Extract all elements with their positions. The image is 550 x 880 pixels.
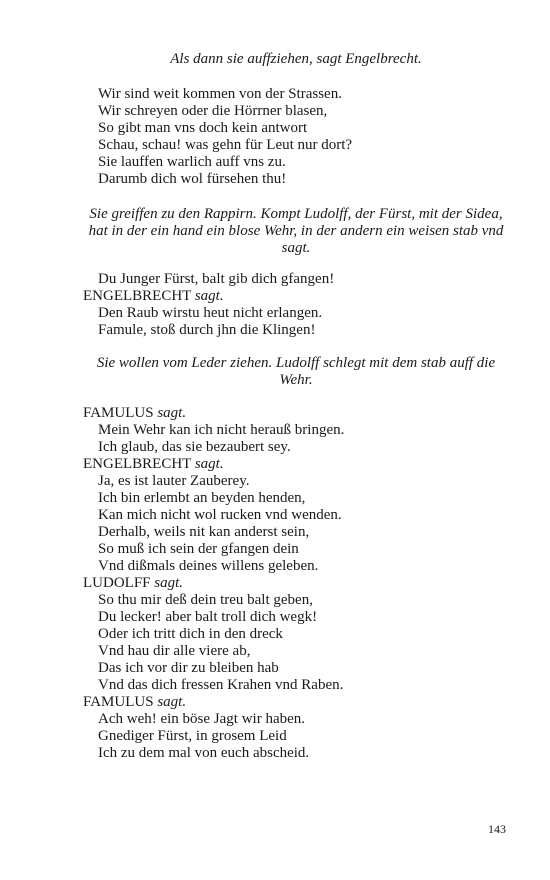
verse-line: Vnd dißmals deines willens geleben.	[98, 558, 319, 574]
verse-line: Derhalb, weils nit kan anderst sein,	[98, 524, 310, 540]
speaker-verb: sagt.	[157, 694, 187, 710]
verse-line: Mein Wehr kan ich nicht herauß bringen.	[98, 422, 345, 438]
verse-line: Wir schreyen oder die Hörrner blasen,	[98, 103, 328, 119]
verse-line: Gnediger Fürst, in grosem Leid	[98, 728, 287, 744]
verse-line: So thu mir deß dein treu balt geben,	[98, 592, 313, 608]
stage-direction: Als dann sie auffziehen, sagt Engelbrecht.	[170, 51, 422, 67]
speaker-heading	[83, 694, 186, 711]
verse-line: Ich bin erlembt an beyden henden,	[98, 490, 306, 506]
speaker-heading	[83, 456, 224, 473]
verse-line: Vnd das dich fressen Krahen vnd Raben.	[98, 677, 344, 693]
verse-line: Ich zu dem mal von euch abscheid.	[98, 745, 310, 761]
stage-direction: Sie wollen vom Leder ziehen. Ludolff schlegt mit dem stab auff die	[96, 355, 496, 371]
stage-direction: Sie greiffen zu den Rappirn. Kompt Ludolff, der Fürst, mit der Sidea,	[89, 206, 503, 222]
speaker-verb: sagt.	[194, 456, 224, 472]
speaker-heading	[83, 288, 224, 305]
stage-direction: hat in der ein hand ein blose Wehr, in der andern ein weisen stab vnd	[88, 223, 504, 239]
speaker-name: FAMULUS	[83, 694, 154, 710]
page-number: 143	[488, 822, 506, 836]
speaker-heading	[83, 405, 186, 422]
verse-line: Ich glaub, das sie bezaubert sey.	[98, 439, 291, 455]
speaker-name: ENGELBRECHT	[83, 288, 192, 304]
verse-line: Famule, stoß durch jhn die Klingen!	[98, 322, 316, 338]
speaker-verb: sagt.	[157, 405, 187, 421]
speaker-verb: sagt.	[194, 288, 224, 304]
verse-line: Darumb dich wol fürsehen thu!	[98, 171, 287, 187]
verse-line: So muß ich sein der gfangen dein	[98, 541, 299, 557]
speaker-name: FAMULUS	[83, 405, 154, 421]
speaker-heading	[83, 575, 183, 592]
speaker-name: ENGELBRECHT	[83, 456, 192, 472]
verse-line: Wir sind weit kommen von der Strassen.	[98, 86, 342, 102]
verse-line: Oder ich tritt dich in den dreck	[98, 626, 283, 642]
verse-line: Ach weh! ein böse Jagt wir haben.	[98, 711, 306, 727]
verse-line: So gibt man vns doch kein antwort	[98, 120, 308, 136]
verse-line: Sie lauffen warlich auff vns zu.	[98, 154, 286, 170]
speaker-verb: sagt.	[154, 575, 184, 591]
verse-line: Kan mich nicht wol rucken vnd wenden.	[98, 507, 342, 523]
verse-line: Das ich vor dir zu bleiben hab	[98, 660, 279, 676]
stage-direction: Wehr.	[279, 372, 313, 388]
verse-line: Schau, schau! was gehn für Leut nur dort?	[98, 137, 353, 153]
verse-line: Du Junger Fürst, balt gib dich gfangen!	[98, 271, 335, 287]
speaker-name: LUDOLFF	[83, 575, 151, 591]
verse-line: Ja, es ist lauter Zauberey.	[98, 473, 250, 489]
verse-line: Du lecker! aber balt troll dich wegk!	[98, 609, 318, 625]
stage-direction: sagt.	[281, 240, 311, 256]
verse-line: Den Raub wirstu heut nicht erlangen.	[98, 305, 323, 321]
verse-line: Vnd hau dir alle viere ab,	[98, 643, 251, 659]
